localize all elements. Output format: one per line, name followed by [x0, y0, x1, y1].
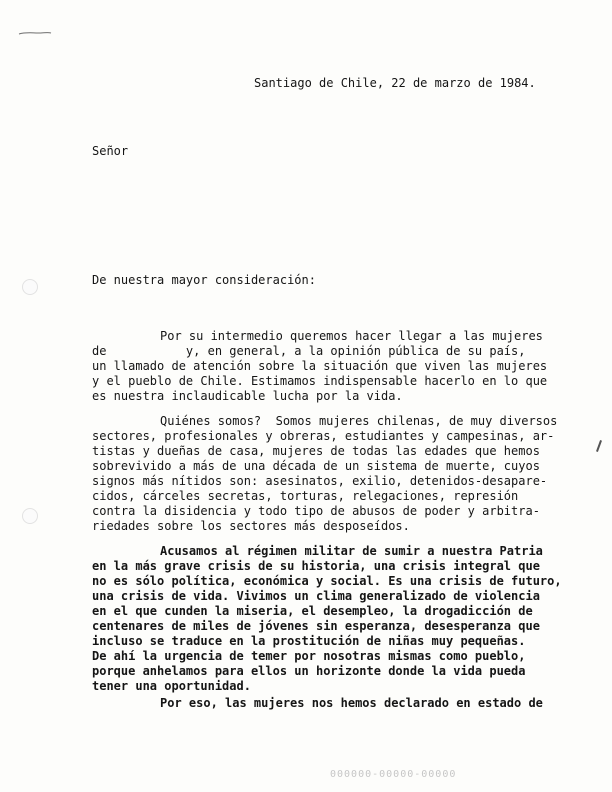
- punch-hole-top: [22, 279, 38, 295]
- p1-line: es nuestra inclaudicable lucha por la vida.: [92, 389, 403, 403]
- salutation: De nuestra mayor consideración:: [92, 273, 316, 287]
- p2-line: tistas y dueñas de casa, mujeres de todas las edades que hemos: [92, 444, 540, 458]
- pen-mark: [18, 30, 52, 36]
- p4-line: Por eso, las mujeres nos hemos declarado en estado de: [160, 696, 543, 710]
- p2-line: cidos, cárceles secretas, torturas, relegaciones, represión: [92, 489, 519, 503]
- recipient: Señor: [92, 144, 129, 158]
- p3-line: tener una oportunidad.: [92, 679, 251, 693]
- p2-line: Quiénes somos? Somos mujeres chilenas, de muy diversos: [160, 414, 558, 428]
- p3-line: De ahí la urgencia de temer por nosotras mismas como pueblo,: [92, 649, 526, 663]
- punch-hole-bottom: [22, 508, 38, 524]
- archive-stamp: 000000-00000-00000: [330, 769, 457, 780]
- p1-line: de y, en general, a la opinión pública de su país,: [92, 344, 526, 358]
- p2-line: sectores, profesionales y obreras, estudiantes y campesinas, ar-: [92, 429, 555, 443]
- margin-mark: [596, 440, 602, 452]
- p2-line: contra la disidencia y todo tipo de abusos de poder y arbitra-: [92, 504, 540, 518]
- p3-line: en el que cunden la miseria, el desempleo, la drogadicción de: [92, 604, 533, 618]
- p1-line: un llamado de atención sobre la situación que viven las mujeres: [92, 359, 548, 373]
- letter-date: Santiago de Chile, 22 de marzo de 1984.: [254, 76, 536, 90]
- p2-line: sobrevivido a más de una década de un sistema de muerte, cuyos: [92, 459, 540, 473]
- p2-line: signos más nítidos son: asesinatos, exilio, detenidos-desapare-: [92, 474, 548, 488]
- p3-line: en la más grave crisis de su historia, una crisis integral que: [92, 559, 540, 573]
- p3-line: centenares de miles de jóvenes sin esperanza, desesperanza que: [92, 619, 540, 633]
- p3-line: incluso se traduce en la prostitución de niñas muy pequeñas.: [92, 634, 526, 648]
- p3-line: no es sólo política, económica y social. Es una crisis de futuro,: [92, 574, 562, 588]
- p3-line: Acusamos al régimen militar de sumir a nuestra Patria: [160, 544, 543, 558]
- p1-line: y el pueblo de Chile. Estimamos indispensable hacerlo en lo que: [92, 374, 548, 388]
- p2-line: riedades sobre los sectores más desposeídos.: [92, 519, 410, 533]
- p3-line: porque anhelamos para ellos un horizonte donde la vida pueda: [92, 664, 526, 678]
- p3-line: una crisis de vida. Vivimos un clima generalizado de violencia: [92, 589, 540, 603]
- p1-line: Por su intermedio queremos hacer llegar a las mujeres: [160, 329, 543, 343]
